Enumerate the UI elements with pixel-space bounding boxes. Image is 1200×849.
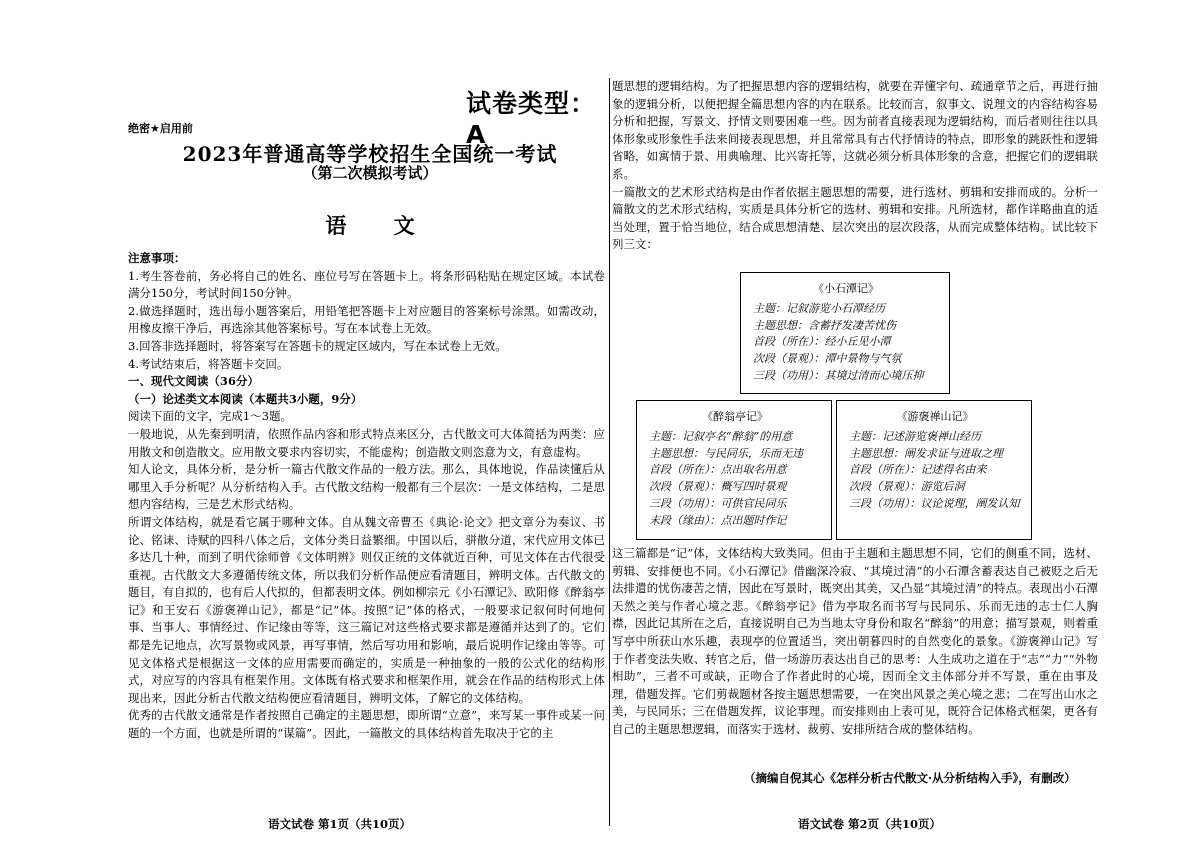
note-1: 1.考生答卷前，务必将自己的姓名、座位号写在答题卡上。将条形码粘贴在规定区域。本试卷满分150分，考试时间150分钟。: [128, 268, 605, 301]
paragraph: 所谓文体结构，就是看它属于哪种文体。自从魏文帝曹丕《典论·论文》把文章分为奏议、书论、铭诔、诗赋的四科八体之后，文体分类日益繁细。中国以后，骈散分道，宋代应用文体已多达几十种，而到了明代徐师曾《文体明辨》则仅正统的文体就近百种，可见文体在古代很受重视。古代散文大多遵循传统文体，所以我们分析作品便应看清题目，辨明文体。古代散文的题目，有自拟的，也有后人代拟的，但都表明文体。例如柳宗元《小石潭记》、欧阳修《醉翁亭记》和王安石《游褒禅山记》，都是“记”体。按照“记”体的格式，一般要求记叙何时何地何事、当事人、事情经过、作记缘由等等，这三篇记对这些格式要求都是遵循并达到了的。它们都是先记地点，次写景物或风景，再写事情，然后写功用和影响，最后说明作记缘由等等。可见文体格式是根据这一文体的应用需要而确定的，实质是一种抽象的一般的公式化的结构形式，对应写的内容具有框架作用。文体既有格式要求和框架作用，就会在作品的结构形式上体现出来，因此分析古代散文结构便应看清题目，辨明文体，了解它的文体结构。: [128, 514, 605, 705]
right-text-bottom: [612, 545, 1098, 739]
box-line: 主题思想：阐发求证与进取之理: [849, 446, 1003, 460]
box-line: 次段（景观）：潭中景物与气氛: [753, 352, 902, 366]
paragraph: 一般地说，从先秦到明清，依照作品内容和形式特点来区分，古代散文可大体简括为两类：应用散文和创造散文。应用散文要求内容切实，不能虚构；创造散文则恣意为文，有意虚构。: [128, 426, 605, 459]
box-title: 《小石潭记》: [813, 282, 879, 295]
box-line: 末段（缘由）：点出题时作记: [649, 513, 787, 527]
note-3: 3.回答非选择题时，将答案写在答题卡的规定区域内，写在本试卷上无效。: [128, 338, 507, 353]
box-title: 《游褒禅山记》: [896, 410, 974, 423]
page-footer: 语文试卷 第2页（共10页）: [798, 817, 942, 831]
box-line: 首段（所在）：记述得名由来: [849, 463, 987, 477]
table-zuiwengting: [636, 400, 832, 540]
source-citation: （摘编自倪其心《怎样分析古代散文·从分析结构入手》，有删改）: [744, 771, 1076, 785]
box-title: 《醉翁亭记》: [702, 410, 768, 423]
paper-type-label: 试卷类型：A: [466, 89, 597, 149]
notes-title: 注意事项：: [128, 251, 186, 265]
note-2: 2.做选择题时，选出每小题答案后，用铅笔把答题卡上对应题目的答案标号涂黑。如需改动，用橡皮擦干净后，再选涂其他答案标号。写在本试卷上无效。: [128, 303, 605, 336]
page-footer: 语文试卷 第1页（共10页）: [268, 817, 412, 831]
paragraph: 题思想的逻辑结构。为了把握思想内容的逻辑结构，就要在弄懂字句、疏通章节之后，再进行抽象的逻辑分析，以便把握全篇思想内容的内在联系。比较而言，叙事文、说理文的内容结构容易分析和把握，写景文、抒情文则要困难一些。因为前者直接表现为逻辑结构，而后者则往往以具体形象或形象性手法来间接表现思想，并且常常具有古代抒情诗的特点，即形象的跳跃性和逻辑省略，如寓情于景、用典喻理、比兴寄托等，这就必须分析具体形象的含意，把握它们的逻辑联系。: [612, 79, 1098, 181]
subsection-heading: （一）论述类文本阅读（本题共3小题，9分）: [128, 391, 363, 406]
box-line: 三段（功用）：可供官民同乐: [649, 496, 787, 510]
box-line: 首段（所在）：点出取名用意: [649, 463, 787, 477]
main-text-column: [128, 250, 605, 743]
secret-mark: 绝密★启用前: [128, 122, 193, 135]
page-divider: [609, 78, 610, 826]
table-youbaochanshan: [836, 400, 1032, 540]
paragraph: 这三篇都是“记”体，文体结构大致类同。但由于主题和主题思想不同，它们的侧重不同，选材、剪辑、安排便也不同。《小石潭记》借幽深冷寂、“其境过清”的小石潭含蓄表达自己被贬之后无法排遣的忧伤凄苦之情，因此在写景时，既突出其美，又凸显“其境过清”的特点。表现出小石潭天然之美与作者心境之悲。《醉翁亭记》借为亭取名而书写与民同乐、乐而无违的志士仁人胸襟，因此记其所在之后，直接说明自己为当地太守身份和取名“醉翁”的用意；描写景观，则着重写亭中所获山水乐趣，表现亭的位置适当，突出朝暮四时的自然变化的景象。《游褒禅山记》写于作者变法失败、转官之后，借一场游历表达出自己的思考：人生成功之道在于“志”“力”“外物相助”，三者不可或缺，正吻合了作者此时的心境，因而全文主体部分并不写景，重在由事及理，借题发挥。它们剪裁题材各按主题思想需要，一在突出风景之美心境之悲；二在写出山水之美，与民同乐；三在借题发挥，议论事理。而安排则由上表可见，既符合记体格式框架，更各有自己的主题思想逻辑，而落实于选材、裁剪、安排所结合成的整体结构。: [612, 546, 1098, 736]
paragraph: 优秀的古代散文通常是作者按照自己确定的主题思想，即所谓“立意”，来写某一事件或某一问题的一个方面，也就是所谓的“谋篇”。因此，一篇散文的具体结构首先取决于它的主: [128, 708, 605, 741]
box-line: 首段（所在）：经小丘见小潭: [753, 335, 891, 349]
section-heading: 一、现代文阅读（36分）: [128, 374, 259, 389]
exam-title: 2023年普通高等学校招生全国统一考试: [182, 142, 558, 166]
note-4: 4.考试结束后，将答题卡交回。: [128, 356, 289, 371]
box-line: 主题：记叙亭名“醉翁”的用意: [649, 429, 793, 443]
box-line: 主题思想：与民同乐，乐而无违: [649, 446, 803, 460]
box-line: 三段（功用）：其境过清而心境压抑: [753, 368, 924, 382]
subject-title: 语 文: [325, 213, 415, 238]
box-line: 主题：记叙游览小石潭经历: [753, 301, 885, 315]
exam-subtitle: （第二次模拟考试）: [302, 164, 438, 182]
box-line: 三段（功用）：议论说理，阐发认知: [849, 496, 1020, 510]
table-xiaoshitan: [740, 272, 950, 394]
box-line: 次段（景观）：概写四时景观: [649, 480, 787, 494]
page-2: [612, 0, 1200, 849]
box-line: 主题：记述游览褒禅山经历: [849, 429, 981, 443]
box-line: 次段（景观）：游览后洞: [849, 480, 965, 494]
paragraph: 一篇散文的艺术形式结构是由作者依据主题思想的需要，进行选材、剪辑和安排而成的。分析一篇散文的艺术形式结构，实质是具体分析它的选材、剪辑和安排。凡所选材，都作详略曲直的适当处理，置于恰当地位，结合成思想清楚、层次突出的层次段落，从而完成整体结构。试比较下列三文：: [612, 184, 1098, 252]
box-line: 主题思想：含蓄抒发凄苦忧伤: [753, 318, 896, 332]
right-text-top: [612, 78, 1098, 254]
paragraph: 知人论文，具体分析，是分析一篇古代散文作品的一般方法。那么，具体地说，作品读懂后从哪里入手分析呢？从分析结构入手。古代散文结构一般都有三个层次：一是文体结构，二是思想内容结构，三是艺术形式结构。: [128, 462, 605, 512]
reading-instruction: 阅读下面的文字，完成1～3题。: [128, 409, 293, 424]
